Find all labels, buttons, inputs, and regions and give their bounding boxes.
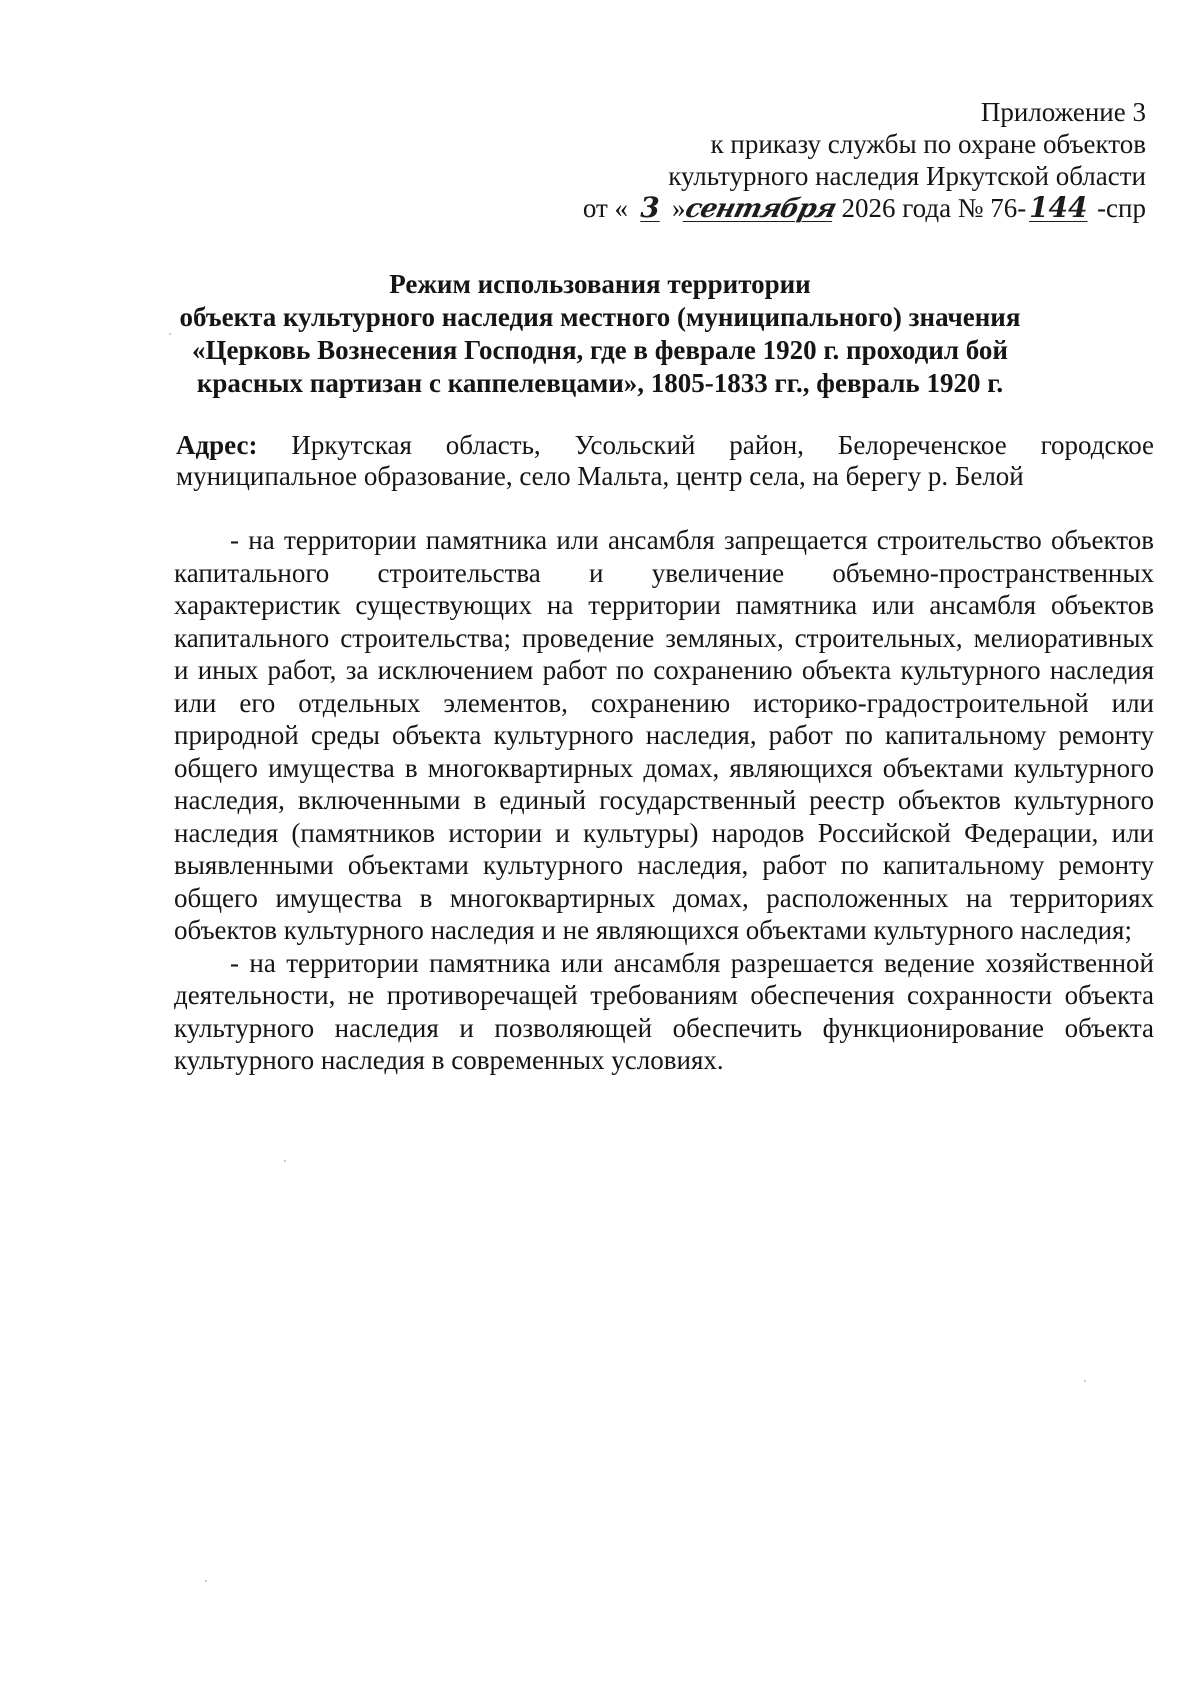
order-suffix: -спр — [1097, 193, 1146, 223]
title-line-1: Режим использования территории — [389, 269, 811, 299]
appendix-authority: культурного наследия Иркутской области — [668, 161, 1146, 191]
permission-paragraph: - на территории памятника или ансамбля разрешается ведение хозяйственной деятельности, не противоречащей требованиям обеспечения сохранности объекта культурного наследия и позволяющей обеспечить функционирование объекта культурного наследия в современных условиях. — [174, 947, 1154, 1075]
address-label: Адрес: — [176, 430, 258, 460]
regime-body — [174, 524, 1154, 1077]
address-text: Иркутская область, Усольский район, Белореченское городское муниципальное образование, село Мальта, центр села, на берегу р. Белой — [176, 430, 1155, 491]
scan-speck — [205, 1580, 207, 1582]
scan-speck — [169, 333, 171, 335]
handwritten-month: сентября — [681, 194, 839, 224]
title-line-3: «Церковь Вознесения Господня, где в феврале 1920 г. проходил бой — [192, 335, 1008, 365]
appendix-number: Приложение 3 — [980, 97, 1146, 127]
title-line-2: объекта культурного наследия местного (муниципального) значения — [179, 302, 1021, 332]
handwritten-day: 3 — [640, 191, 660, 224]
scan-speck — [284, 1160, 286, 1162]
handwritten-order-number: 144 — [1029, 191, 1088, 224]
order-date-line — [583, 192, 1146, 225]
date-quote-close: » — [672, 193, 686, 223]
title-line-4: красных партизан с каппелевцами», 1805-1833 гг., февраль 1920 г. — [196, 368, 1004, 398]
appendix-header — [583, 96, 1146, 225]
document-title — [150, 268, 1050, 400]
address-block — [176, 430, 1154, 492]
prohibition-paragraph: - на территории памятника или ансамбля запрещается строительство объектов капитального строительства и увеличение объемно-пространственных характеристик существующих на территории памятника или ансамбля объектов капитального строительства; проведение земляных, строительных, мелиоративных и иных работ, за исключением работ по сохранению объекта культурного наследия или его отдельных элементов, сохранению историко-градостроительной или природной среды объекта культурного наследия, работ по капитальному ремонту общего имущества в многоквартирных домах, являющихся объектами культурного наследия, включенными в единый государственный реестр объектов культурного наследия (памятников истории и культуры) народов Российской Федерации, или выявленными объектами культурного наследия, работ по капитальному ремонту общего имущества в многоквартирных домах, расположенных на территориях объектов культурного наследия и не являющихся объектами культурного наследия; — [174, 525, 1154, 945]
appendix-reference: к приказу службы по охране объектов — [710, 129, 1146, 159]
date-prefix: от « — [582, 193, 629, 223]
order-year-text: 2026 года № 76- — [841, 193, 1027, 223]
scan-speck — [1084, 1380, 1086, 1382]
